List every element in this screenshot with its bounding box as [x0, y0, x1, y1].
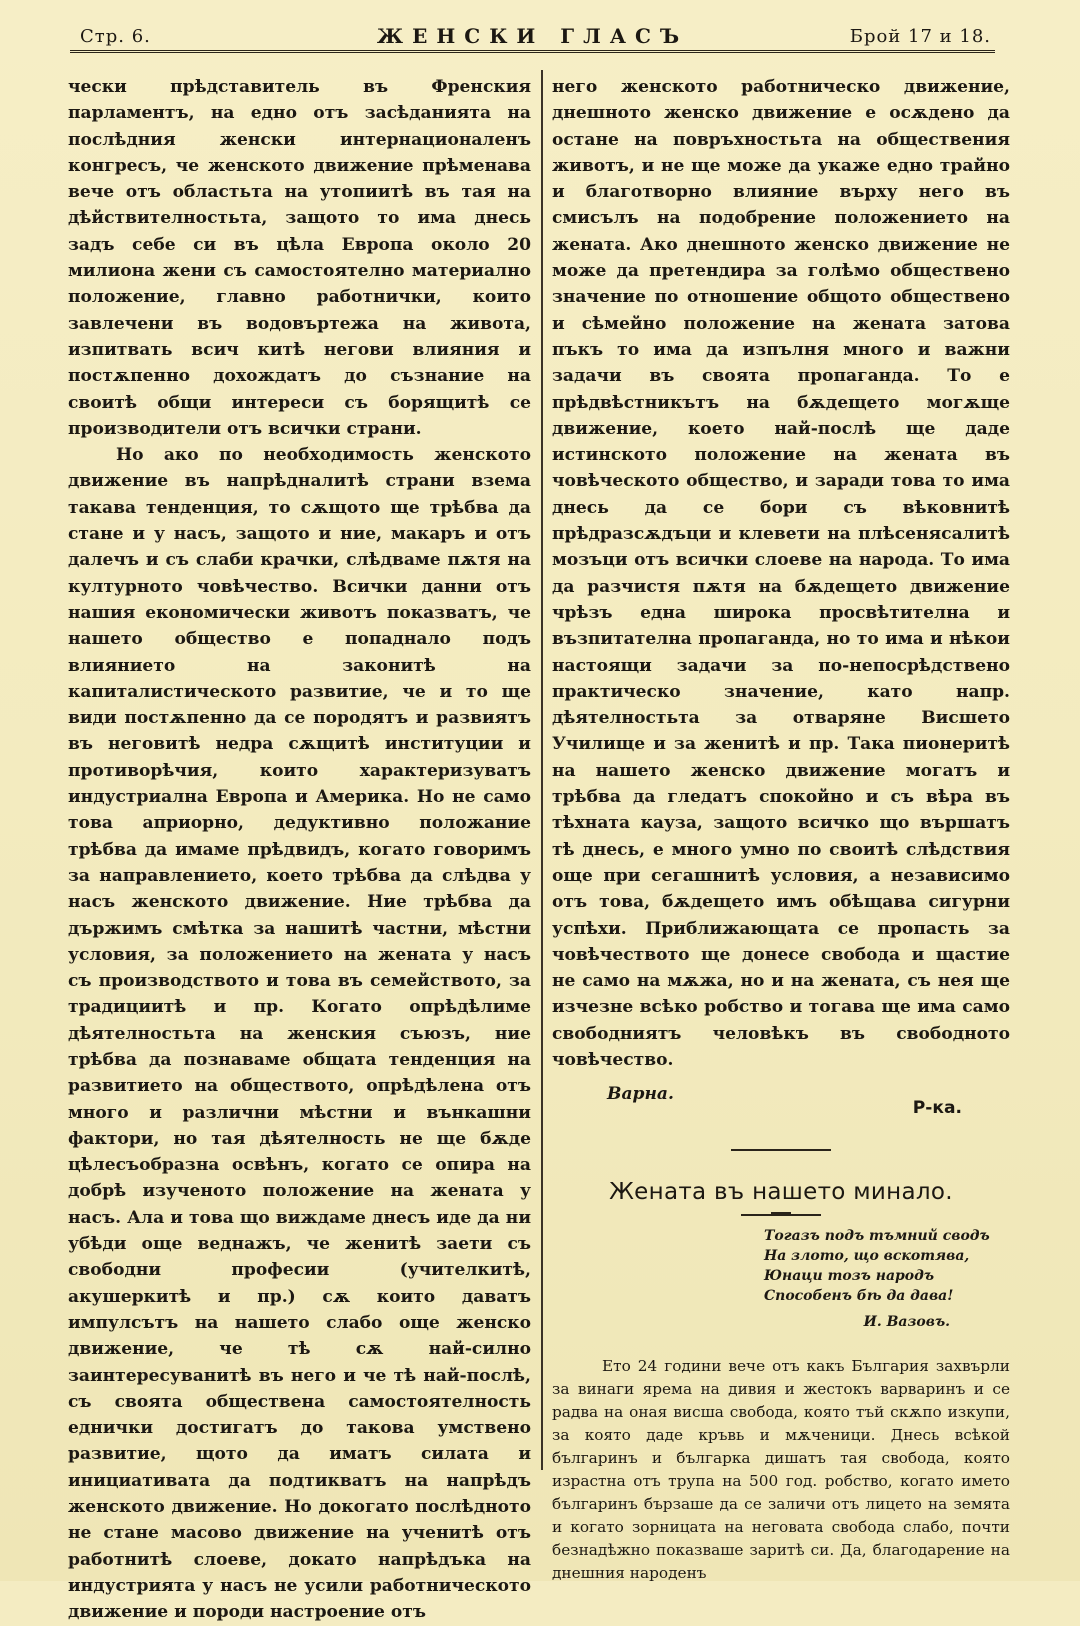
epigraph-line: Юнаци тозъ народъ — [764, 1267, 935, 1284]
epigraph-line: Способенъ бѣ да дава! — [764, 1287, 954, 1304]
signoff — [552, 1081, 1010, 1119]
epigraph-line: На злото, що вскотява, — [764, 1247, 970, 1264]
article-body — [552, 1355, 1010, 1585]
right-paragraph-1: него женското работническо движение, днешното женско движение е осѫдено да остане на повръхностьта на обществения животъ, и не ще може да укаже едно трайно и благотворно влияние върху него въ смисълъ на подобрение положението на жената. Ако днешното женско движение не може да претендира за голѣмо обществено значение по отношение общото обществено и сѣмейно положение на жената затова пъкъ то има да изпълня много и важни задачи въ своята пропаганда. То е прѣдвѣстникътъ на бѫдещето могѫще движение, което най-послѣ ще даде истинското положение на жената въ човѣческото общество, и заради това то има днесь да се бори съ вѣковнитѣ прѣдразсѫдъци и клевети на плѣсенясалитѣ мозъци отъ всички слоеве на народа. То има да разчистя пѫтя на бѫдещето движение чрѣзъ една широка просвѣтителна и възпитателна пропаганда, но то има и нѣкои настоящи задачи за по-непосрѣдствено практическо значение, като напр. дѣятелностьта за отваряне Висшето Училище и за женитѣ и пр. Така пионеритѣ на нашето женско движение могатъ и трѣбва да гледатъ спокойно и съ вѣра въ тѣхната кауза, защото всичко що вършатъ тѣ днесь, е много умно по своитѣ слѣдствия още при сегашнитѣ условия, а независимо отъ това, бѫдещето имъ обѣщава сигурни успѣхи. Приближающата се пропасть за човѣчеството ще донесе свобода и щастие не само на мѫжа, но и на жената, съ нея ще изчезне всѣко робство и тогава ще има само свободниятъ человѣкъ въ свободното човѣчество. — [552, 77, 1010, 1070]
column-divider — [541, 70, 543, 1470]
epigraph — [764, 1226, 1010, 1306]
signoff-place: Варна. — [607, 1084, 674, 1105]
right-column — [552, 74, 1010, 1585]
newspaper-title: ЖЕНСКИ ГЛАСЪ — [376, 24, 689, 48]
page-header — [70, 22, 995, 52]
article-paragraph: Ето 24 години вече отъ какъ България захвърли за винаги ярема на дивия и жестокъ варваринъ и се радва на оная висша свобода, която тъй скѫпо изкупи, за която даде кръвь и мѫченици. Днесь всѣкой българинъ и българка дишатъ тая свобода, която израстна отъ трупа на 500 год. робство, когато името българинъ бързаше да се заличи отъ лицето на земята и когато зорницата на неговата свобода слабо, почти безнадѣжно показваше заритѣ си. Да, благодарение на днешния народенъ — [552, 1356, 1010, 1582]
left-paragraph-2: Но ако по необходимость женското движение въ напрѣдналитѣ страни взема такава тенденция, то сѫщото ще трѣбва да стане и у насъ, защото и ние, макаръ и отъ далечъ и съ слаби крачки, слѣдваме пѫтя на културното човѣчество. Всички данни отъ нашия економически животъ показватъ, че нашето общество е попаднало подъ влиянието на законитѣ на капиталистическото развитие, че и то ще види постѫпенно да се породятъ и развиятъ въ неговитѣ недра сѫщитѣ институции и противорѣчия, които характеризуватъ индустриална Европа и Америка. Но не само това априорно, дедуктивно положание трѣбва да имаме прѣдвидъ, когато говоримъ за направлението, което трѣбва да слѣдва у насъ женското движение. Ние трѣбва да държимъ смѣтка за нашитѣ частни, мѣстни условия, за положението на жената у насъ съ производството и това въ семейството, за традициитѣ и пр. Когато опрѣдѣлиме дѣятелностьта на женския съюзъ, ние трѣбва да познаваме общата тенденция на развитието на обществото, опрѣдѣлена отъ много и различни мѣстни и вънкашни фактори, но тая дѣятелность не ще бѫде цѣлесъобразна освѣнъ, когато се опира на добрѣ изученото положение на жената у насъ. Ала и това що виждаме днесъ иде да ни убѣди още веднажъ, че женитѣ заети съ свободни професии (учителкитѣ, акушеркитѣ и пр.) сѫ които даватъ импулсътъ на нашето слабо още женско движение, че тѣ сѫ най-силно заинтересуванитѣ въ него и че тѣ най-послѣ, съ своята обществена самостоятелность еднички достигатъ до такова умствено развитие, щото да иматъ силата и инициативата да подтикватъ на напрѣдъ женското движение. Но докогато послѣдното не стане масово движение на ученитѣ отъ работнитѣ слоеве, докато напрѣдъка на индустрията у насъ не усили работническото движение и породи настроение отъ — [68, 445, 531, 1623]
epigraph-line: Тогазъ подъ тъмний сводъ — [764, 1227, 990, 1244]
left-paragraph-1: чески прѣдставитель въ Френския парламентъ, на едно отъ засѣданията на послѣдния женски интернационаленъ конгресъ, че женското движение прѣменава вече отъ областьта на утопиитѣ въ тая на дѣйствителностьта, защото то има днесь задъ себе си въ цѣла Европа около 20 милиона жени съ самостоятелно материално положение, главно работнички, които завлечени въ водовъртежа на живота, изпитвать всич китѣ негови влияния и постѫпенно дохождатъ до съзнание на своитѣ общи интереси съ борящитѣ се производители отъ всички страни. — [68, 77, 531, 439]
epigraph-author: И. Вазовъ. — [863, 1313, 950, 1330]
article-title: Жената въ нашето минало. — [609, 1179, 953, 1206]
left-column — [68, 74, 531, 1626]
issue-number: Брой 17 и 18. — [849, 26, 991, 47]
title-ornament — [741, 1214, 821, 1216]
header-rule — [70, 50, 995, 53]
signoff-author: Р-ка. — [912, 1098, 962, 1119]
article-separator — [731, 1149, 831, 1151]
page-number: Стр. 6. — [80, 26, 151, 47]
